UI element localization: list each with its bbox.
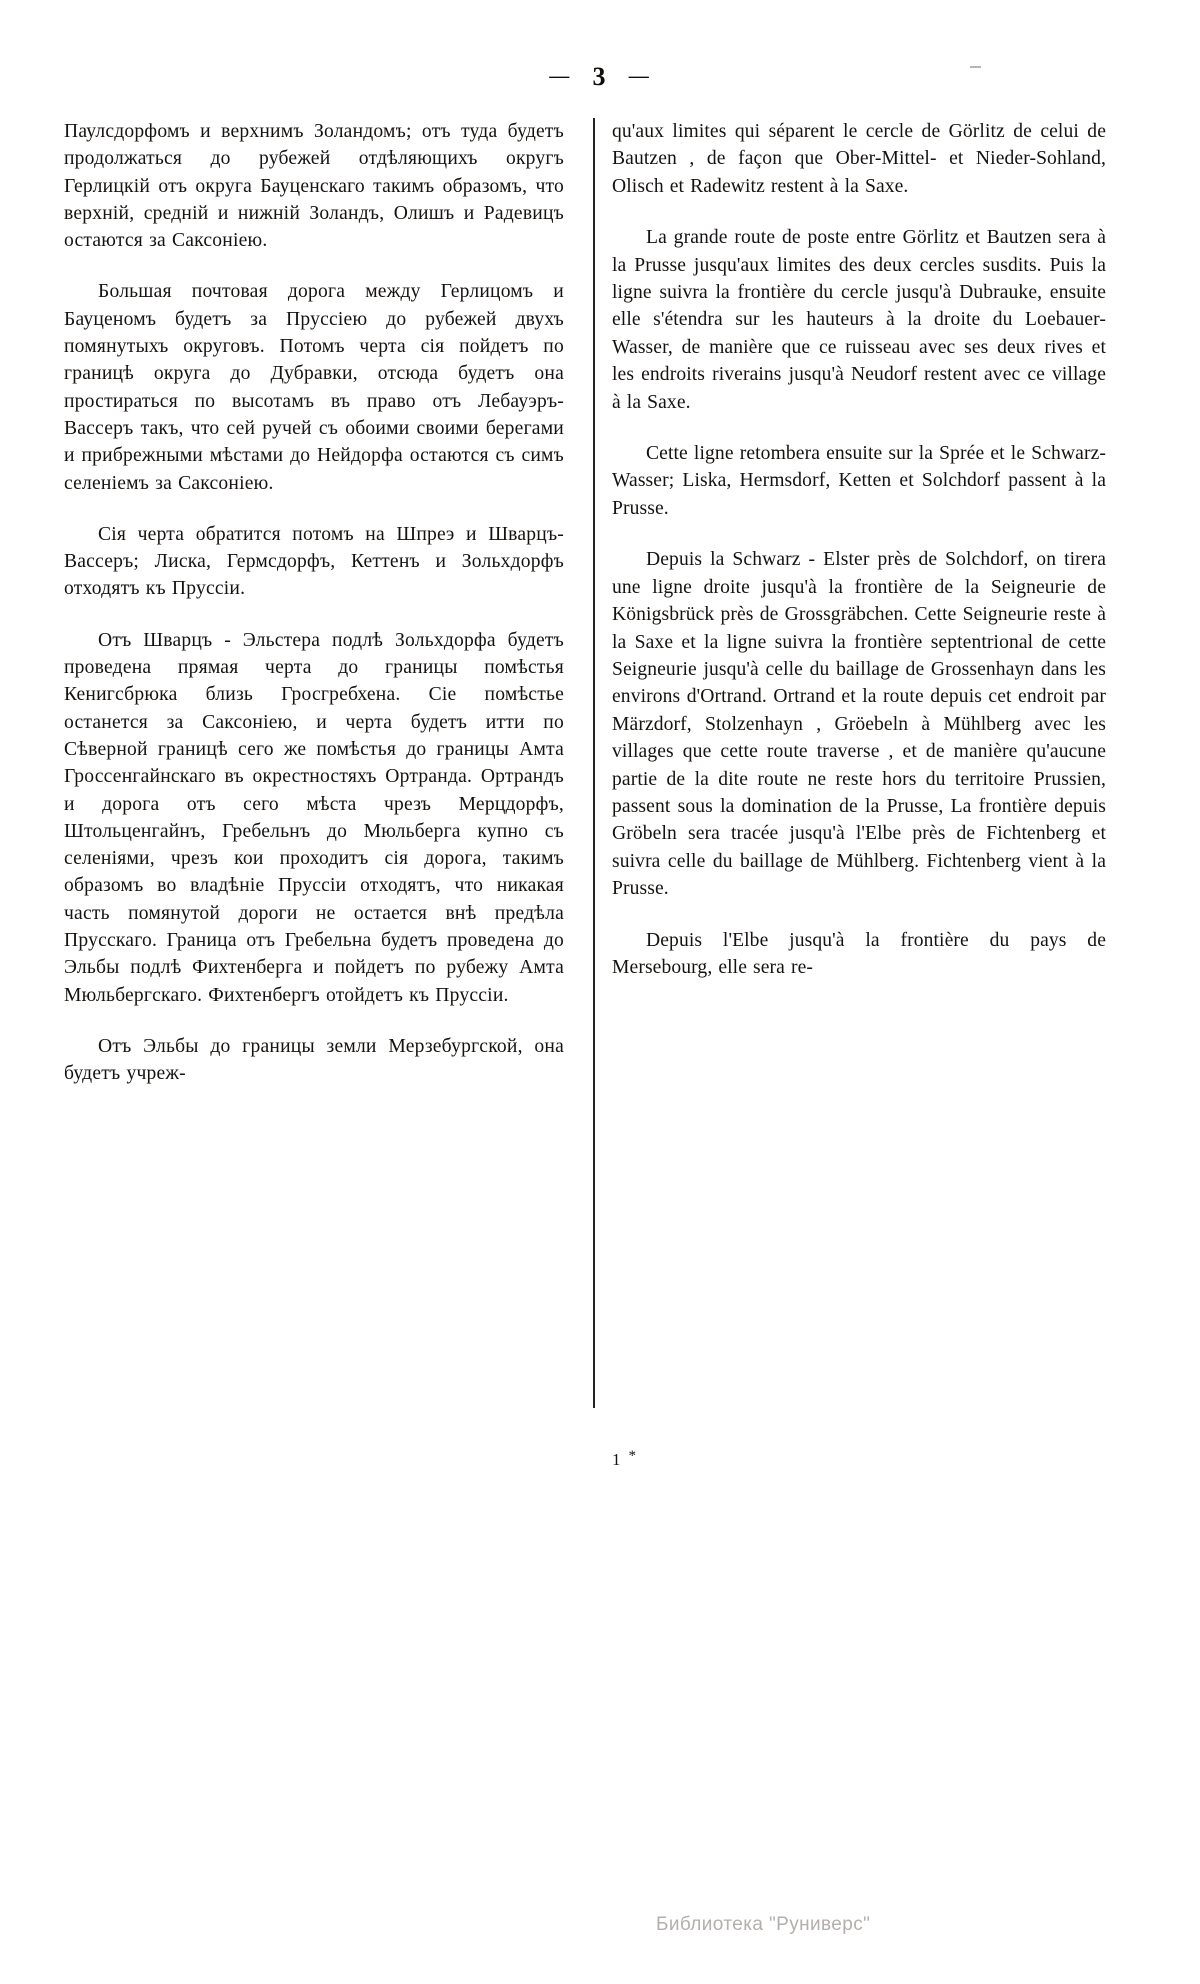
paragraph: Отъ Эльбы до границы земли Мерзебургской, она будетъ учреж- [64, 1035, 564, 1085]
header-dash-right: — [628, 65, 651, 87]
signature-asterisk: * [628, 1448, 637, 1464]
paragraph: Большая почтовая дорога между Герлицомъ и Бауценомъ будетъ за Пруссіею до рубежей двухъ помянутыхъ округовъ. Потомъ черта сія пойдетъ по границѣ округа до Дубравки, отсюда будетъ она простираться по высотамъ въ право отъ Лебауэръ-Вассеръ такъ, что сей ручей съ обоими своими берегами и прибрежными мѣстами до Нейдорфа остаются съ симъ селеніемъ за Саксоніею. [64, 281, 564, 494]
page-number: 3 [592, 62, 608, 91]
paragraph: qu'aux limites qui séparent le cercle de Görlitz de celui de Bautzen , de façon que Ober-Mittel- et Nieder-Sohland, Olisch et Radewitz restent à la Saxe. [612, 121, 1106, 197]
signature-number: 1 [612, 1450, 622, 1469]
column-french [612, 118, 1106, 1005]
paragraph: Паулсдорфомъ и верхнимъ Золандомъ; отъ туда будетъ продолжаться до рубежей отдѣляющихъ округъ Герлицкій отъ округа Бауценскаго такимъ образомъ, что верхній, средній и нижній Золандъ, Олишъ и Радевицъ остаются за Саксоніею. [64, 121, 564, 252]
signature-mark [612, 1448, 637, 1470]
paragraph: Сія черта обратится потомъ на Шпреэ и Шварцъ-Вассеръ; Лиска, Гермсдорфъ, Кеттенъ и Зольхдорфъ отходятъ къ Пруссіи. [64, 523, 564, 600]
library-watermark: Библиотека "Руниверс" [656, 1914, 871, 1935]
paragraph: Отъ Шварцъ - Эльстера подлѣ Зольхдорфа будетъ проведена прямая черта до границы помѣстья Кенигсбрюка близь Гросгребхена. Сіе помѣстье останется за Саксоніею, и черта будетъ итти по Сѣверной границѣ сего же помѣстья до границы Амта Гроссенгайнскаго въ окрестностяхъ Ортранда. Ортрандъ и дорога отъ сего мѣста чрезъ Мерцдорфъ, Штольценгайнъ, Гребельнъ до Мюльберга купно съ селеніями, чрезъ кои проходитъ сія дорога, такимъ образомъ во владѣніе Пруссіи отходятъ, что никакая часть помянутой дороги не остается внѣ предѣла Прусскаго. Граница отъ Гребельна будетъ проведена до Эльбы подлѣ Фихтенберга и пойдетъ по рубежу Амта Мюльбергскаго. Фихтенбергъ отойдетъ къ Пруссіи. [64, 629, 564, 1006]
paragraph: Depuis l'Elbe jusqu'à la frontière du pays de Mersebourg, elle sera re- [612, 929, 1106, 978]
column-divider-rule [593, 118, 595, 1408]
column-russian [64, 118, 564, 1112]
paragraph: La grande route de poste entre Görlitz et Bautzen sera à la Prusse jusqu'aux limites des deux cercles susdits. Puis la ligne suivra la frontière du cercle jusqu'à Dubrauke, ensuite elle s'étendra sur les hauteurs à la droite du Loebauer-Wasser, de manière que ce ruisseau avec ses deux rives et les endroits riverains jusqu'à Neudorf restent avec ce village à la Saxe. [612, 227, 1106, 413]
paragraph: Depuis la Schwarz - Elster près de Solchdorf, on tirera une ligne droite jusqu'à la frontière de la Seigneurie de Königsbrück près de Grossgräbchen. Cette Seigneurie reste à la Saxe et la ligne suivra la frontière septentrional de cette Seigneurie jusqu'à celle du baillage de Grossenhayn dans les environs d'Ortrand. Ortrand et la route depuis cet endroit par Märzdorf, Stolzenhayn , Gröebeln à Mühlberg avec les villages que cette route traverse , et de manière qu'aucune partie de la dite route ne reste hors du territoire Prussien, passent sous la domination de la Prusse, La frontière depuis Gröbeln sera tracée jusqu'à l'Elbe près de Fichtenberg et suivra celle du baillage de Mühlberg. Fichtenberg vient à la Prusse. [612, 549, 1106, 900]
header-dash-left: — [549, 65, 572, 87]
paragraph: Cette ligne retombera ensuite sur la Sprée et le Schwarz-Wasser; Liska, Hermsdorf, Ketten et Solchdorf passent à la Prusse. [612, 443, 1106, 519]
stray-ink-mark [970, 66, 981, 68]
page-header [0, 62, 1200, 92]
